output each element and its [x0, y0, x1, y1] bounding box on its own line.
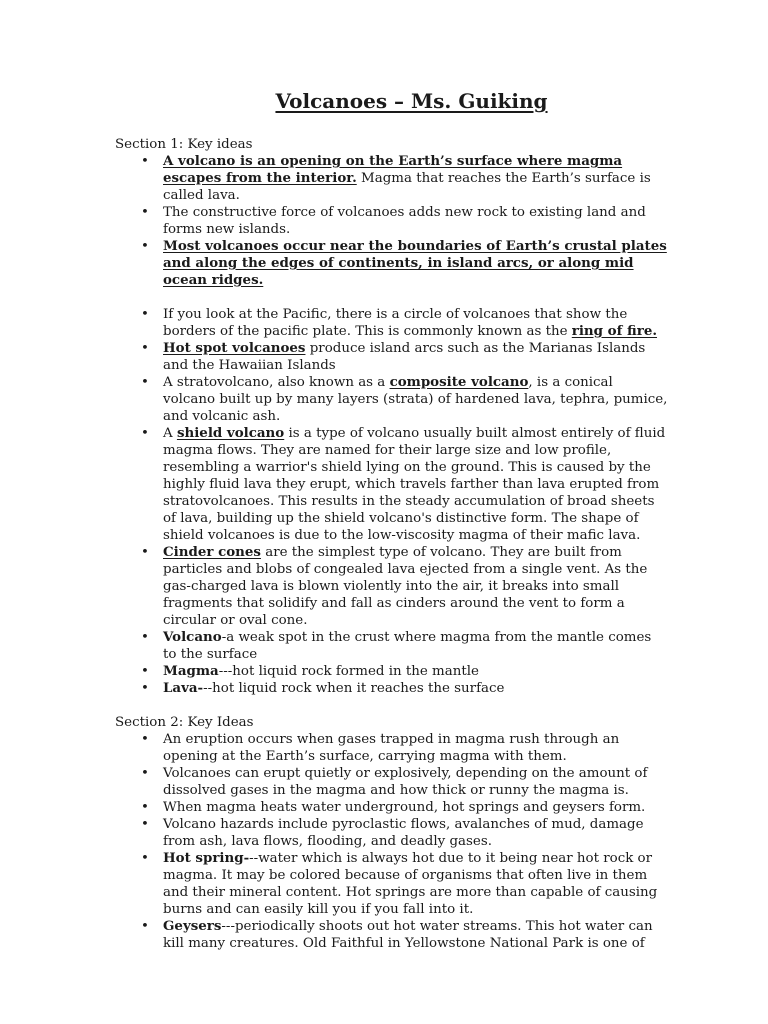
list-item: • Cinder cones are the simplest type of volcano. They are built from particles and blobs of congealed lava ejected from a single vent. As the gas-charged lava is blown violently into the air, it breaks into small fragments that solidify and fall as cinders around the vent to form a circular or oval cone.: [163, 544, 668, 629]
list-item: • A stratovolcano, also known as a composite volcano, is a conical volcano built up by many layers (strata) of hardened lava, tephra, pumice, and volcanic ash.: [163, 374, 668, 425]
list-item: • A volcano is an opening on the Earth’s surface where magma escapes from the interior. Magma that reaches the Earth’s surface is called lava.: [163, 153, 668, 204]
list-item: • Geysers---periodically shoots out hot water streams. This hot water can kill many creatures. Old Faithful in Yellowstone National Park is one of: [163, 918, 668, 952]
list-item: • A shield volcano is a type of volcano usually built almost entirely of fluid magma flows. They are named for their large size and low profile, resembling a warrior's shield lying on the ground. This is caused by the highly fluid lava they erupt, which travels farther than lava erupted from stratovolcanoes. This results in the steady accumulation of broad sheets of lava, building up the shield volcano's distinctive form. The shape of shield volcanoes is due to the low-viscosity magma of their mafic lava.: [163, 425, 668, 544]
list-item: • When magma heats water underground, hot springs and geysers form.: [163, 799, 668, 816]
list-item: • Volcanoes can erupt quietly or explosively, depending on the amount of dissolved gases in the magma and how thick or runny the magma is.: [163, 765, 668, 799]
section-2-list: [115, 731, 668, 952]
list-item: • Hot spot volcanoes produce island arcs such as the Marianas Islands and the Hawaiian Islands: [163, 340, 668, 374]
list-item: • Lava---hot liquid rock when it reaches the surface: [163, 680, 668, 697]
list-item: • If you look at the Pacific, there is a circle of volcanoes that show the borders of the pacific plate. This is commonly known as the ring of fire.: [163, 306, 668, 340]
section-1-heading: Section 1: Key ideas: [115, 137, 253, 152]
list-item: • An eruption occurs when gases trapped in magma rush through an opening at the Earth’s surface, carrying magma with them.: [163, 731, 668, 765]
page-title: Volcanoes – Ms. Guiking: [275, 89, 548, 113]
list-item: • Volcano-a weak spot in the crust where magma from the mantle comes to the surface: [163, 629, 668, 663]
section-2-heading: Section 2: Key Ideas: [115, 715, 254, 730]
list-item: • Magma---hot liquid rock formed in the mantle: [163, 663, 668, 680]
list-item: • Most volcanoes occur near the boundaries of Earth’s crustal plates and along the edges of continents, in island arcs, or along mid ocean ridges.: [163, 238, 668, 289]
section-1-list-continued: [115, 306, 668, 697]
list-item: • The constructive force of volcanoes adds new rock to existing land and forms new islands.: [163, 204, 668, 238]
list-item: • Hot spring---water which is always hot due to it being near hot rock or magma. It may be colored because of organisms that often live in them and their mineral content. Hot springs are more than capable of causing burns and can easily kill you if you fall into it.: [163, 850, 668, 918]
list-item: • Volcano hazards include pyroclastic flows, avalanches of mud, damage from ash, lava flows, flooding, and deadly gases.: [163, 816, 668, 850]
section-1-list: [115, 153, 668, 289]
